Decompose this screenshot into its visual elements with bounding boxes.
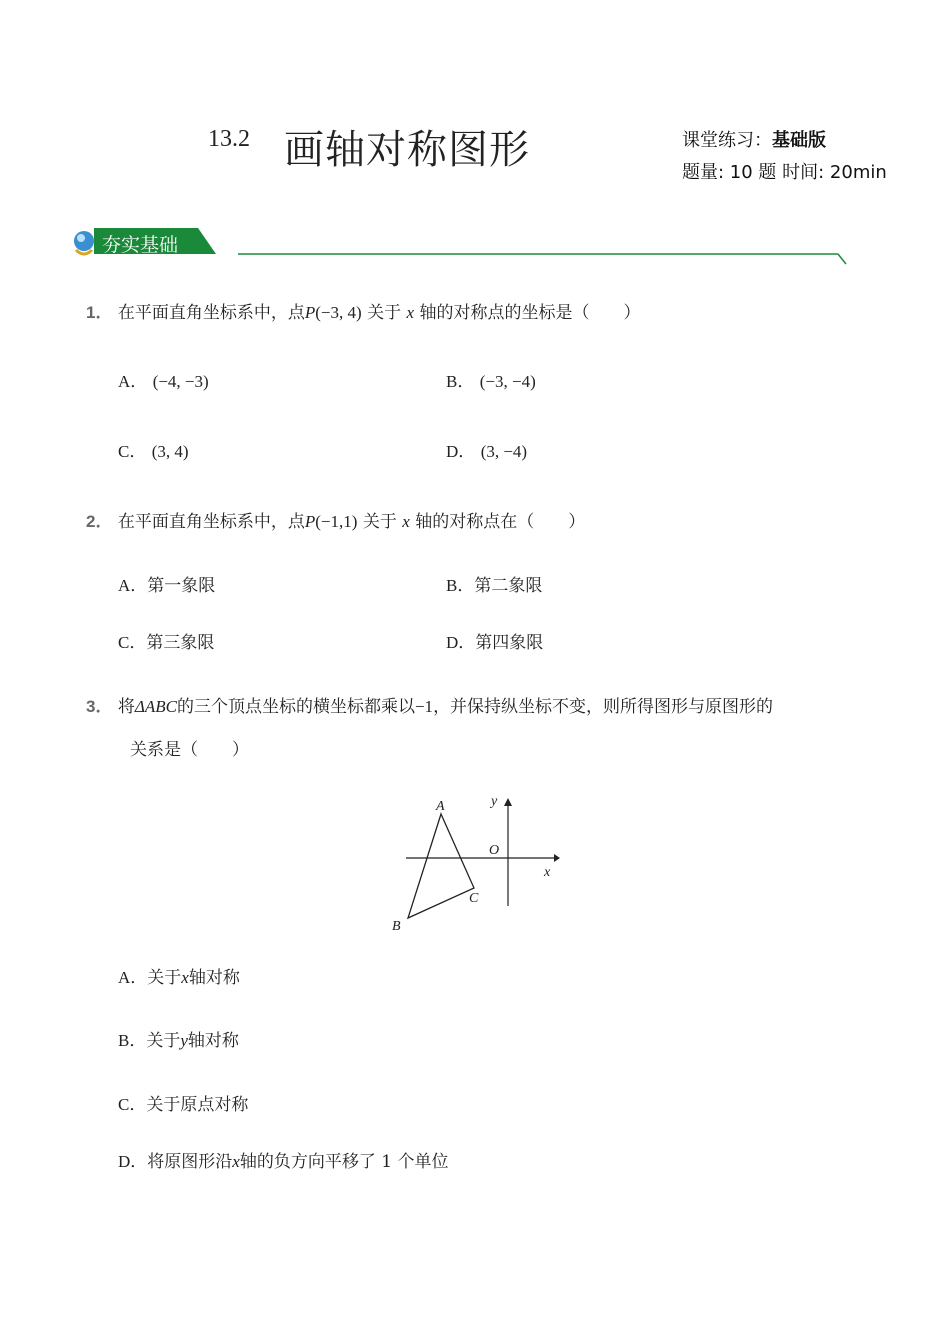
triangle-abc xyxy=(408,814,474,918)
question-text: 在平面直角坐标系中，点 xyxy=(117,303,305,323)
factor-value: −1 xyxy=(414,697,434,716)
point-label: P xyxy=(304,512,316,531)
option-text: 第三象限 xyxy=(146,633,215,653)
option-text: 第二象限 xyxy=(474,576,543,596)
question-number: 1． xyxy=(86,303,113,322)
option-text: 关于 xyxy=(146,1031,181,1051)
point-label: P xyxy=(304,303,316,322)
question-text: ，并保持纵坐标不变，则所得图形与原图形的 xyxy=(433,697,774,717)
option-label: D． xyxy=(446,442,476,461)
option-1a[interactable] xyxy=(118,370,209,394)
coordinate-diagram xyxy=(388,790,568,940)
option-2d[interactable] xyxy=(446,631,543,655)
practice-info xyxy=(682,126,826,152)
option-text: 轴对称 xyxy=(187,1031,239,1051)
option-2a[interactable] xyxy=(118,574,215,598)
x-axis-arrow xyxy=(554,854,560,862)
option-text: 轴的负方向平移了 1 个单位 xyxy=(239,1152,449,1172)
triangle-figure xyxy=(388,790,568,940)
count-info: 题量: 10 题 时间: 20min xyxy=(682,162,887,183)
x-axis-label: x xyxy=(544,865,551,880)
vertex-b-label: B xyxy=(392,919,401,934)
question-text: 将 xyxy=(117,697,135,717)
question-3-line2: 关系是（ ） xyxy=(130,740,249,760)
option-label: B． xyxy=(446,372,475,391)
question-text: 轴的对称点的坐标是（ ） xyxy=(419,303,641,323)
option-text: 轴对称 xyxy=(188,968,240,988)
lesson-number: 13.2 xyxy=(208,126,250,152)
option-2b[interactable] xyxy=(446,574,542,598)
option-label: D． xyxy=(446,633,476,652)
triangle-label: ΔABC xyxy=(134,697,177,716)
axis-var: x xyxy=(181,968,189,987)
option-2c[interactable] xyxy=(118,631,214,655)
axis-var: x xyxy=(402,512,410,531)
option-text: (−3, −4) xyxy=(479,372,536,391)
axis-var: x xyxy=(232,1152,240,1171)
option-3c[interactable] xyxy=(118,1093,248,1117)
axis-var: y xyxy=(180,1031,188,1050)
option-text: (3, 4) xyxy=(151,442,189,461)
origin-label: O xyxy=(489,843,500,858)
section-title: 夯实基础 xyxy=(102,234,179,256)
practice-level: 基础版 xyxy=(772,130,826,151)
option-text: 关于原点对称 xyxy=(146,1095,249,1115)
y-axis-arrow xyxy=(504,798,512,806)
question-number: 2． xyxy=(86,512,113,531)
option-text: (3, −4) xyxy=(480,442,528,461)
section-header xyxy=(72,224,852,270)
question-text: 关于 xyxy=(362,512,397,532)
point-coord: (−1,1) xyxy=(315,512,358,531)
vertex-a-label: A xyxy=(436,799,445,814)
page-title: 画轴对称图形 xyxy=(284,127,530,173)
option-text: (−4, −3) xyxy=(152,372,209,391)
option-label: B． xyxy=(118,1031,147,1050)
axis-var: x xyxy=(406,303,415,322)
question-text: 在平面直角坐标系中，点 xyxy=(117,512,305,532)
option-1b[interactable] xyxy=(446,370,536,394)
option-1d[interactable] xyxy=(446,440,527,464)
option-text: 第一象限 xyxy=(147,576,216,596)
option-3b[interactable] xyxy=(118,1029,239,1053)
option-3a[interactable] xyxy=(118,966,240,990)
point-coord: (−3, 4) xyxy=(315,303,362,322)
question-2 xyxy=(86,509,585,535)
option-3d[interactable] xyxy=(118,1150,448,1174)
question-text: 轴的对称点在（ ） xyxy=(415,512,586,532)
option-label: C． xyxy=(118,1095,147,1114)
question-1 xyxy=(86,300,640,326)
option-label: A． xyxy=(118,968,148,987)
vertex-c-label: C xyxy=(469,891,479,906)
option-label: A． xyxy=(118,372,148,391)
question-number: 3． xyxy=(86,697,113,716)
question-text: 关于 xyxy=(367,303,402,323)
option-label: C． xyxy=(118,442,147,461)
question-text: 的三个顶点坐标的横坐标都乘以 xyxy=(176,697,415,717)
y-axis-label: y xyxy=(491,794,498,809)
option-label: D． xyxy=(118,1152,148,1171)
option-text: 第四象限 xyxy=(475,633,544,653)
option-label: A． xyxy=(118,576,148,595)
option-1c[interactable] xyxy=(118,440,189,464)
question-3 xyxy=(86,694,773,720)
practice-label: 课堂练习： xyxy=(682,130,772,151)
option-label: B． xyxy=(446,576,475,595)
option-text: 将原图形沿 xyxy=(147,1152,233,1172)
option-text: 关于 xyxy=(147,968,182,988)
option-label: C． xyxy=(118,633,147,652)
section-banner-icon xyxy=(72,224,852,270)
